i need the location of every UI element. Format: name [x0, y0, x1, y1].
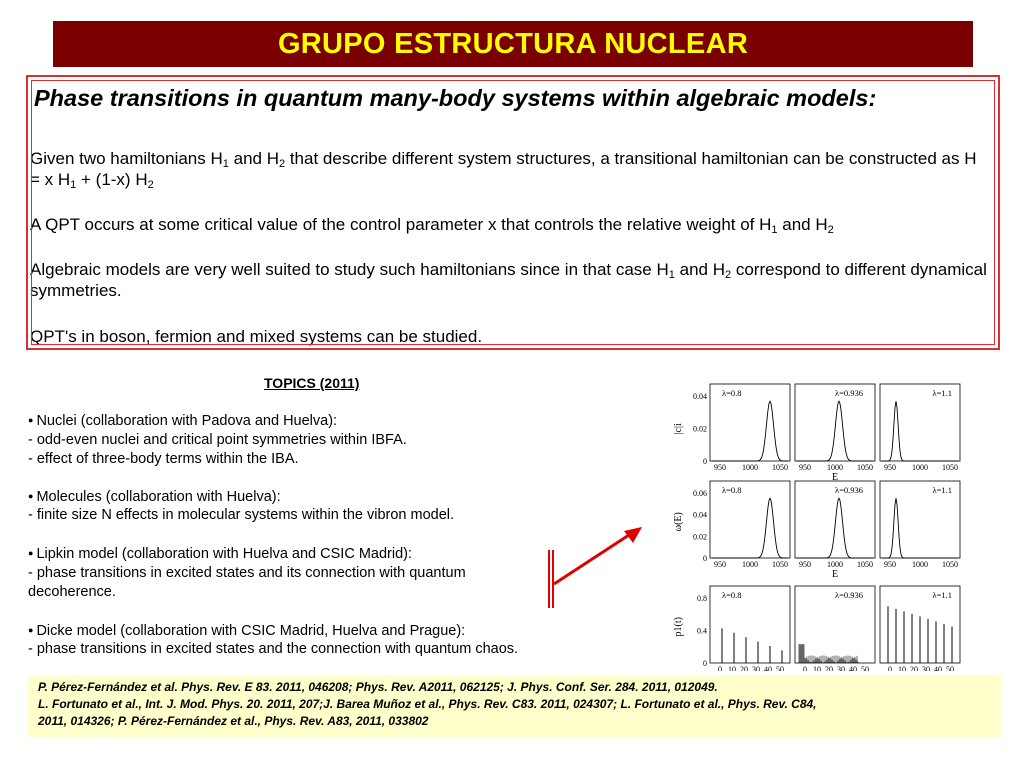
p1-text-a: Given two hamiltonians H: [30, 149, 223, 168]
y-axis-label: p1(t): [673, 617, 684, 637]
panel-label: λ=0.8: [722, 388, 742, 398]
x-tick-label: 10: [898, 665, 906, 671]
y-axis-label: |c|i: [673, 423, 684, 435]
intro-paragraph-3: [30, 259, 990, 301]
p1-sub-3: 1: [70, 179, 77, 191]
data-curve: [712, 401, 788, 461]
x-tick-label: 950: [799, 463, 811, 472]
p1-sub-4: 2: [147, 179, 154, 191]
x-tick-label: 30: [752, 665, 760, 671]
x-tick-label: 1050: [772, 463, 788, 472]
x-tick-label: 10: [728, 665, 736, 671]
x-tick-label: 0: [803, 665, 807, 671]
y-tick-label: 0.06: [693, 489, 707, 498]
y-tick-label: 0.8: [697, 594, 707, 603]
x-tick-label: 0: [718, 665, 722, 671]
intro-paragraph-1: [30, 148, 990, 190]
panel-label: λ=1.1: [932, 590, 952, 600]
pointer-arrow: [540, 520, 650, 615]
y-tick-label: 0: [703, 457, 707, 466]
x-tick-label: 950: [714, 560, 726, 569]
p1-text-d: + (1-x) H: [76, 170, 148, 189]
p3-sub-2: 2: [724, 269, 732, 281]
y-tick-label: 0.04: [693, 392, 707, 401]
x-tick-label: 20: [910, 665, 918, 671]
p1-sub-2: 2: [278, 158, 286, 170]
topic-line: Lipkin model (collaboration with Huelva and CSIC Madrid):: [36, 546, 413, 562]
topic-line: - odd-even nuclei and critical point symmetries within IBFA.: [28, 432, 407, 448]
topic-line: decoherence.: [28, 584, 116, 600]
p2-sub-1: 1: [771, 224, 778, 236]
x-tick-label: 1050: [772, 560, 788, 569]
x-tick-label: 30: [922, 665, 930, 671]
p2-sub-2: 2: [827, 224, 834, 236]
data-curve: [712, 498, 788, 558]
reference-line: P. Pérez-Fernández et al. Phys. Rev. E 83. 2011, 046208; Phys. Rev. A2011, 062125; J. Phys. Conf. Ser. 284. 2011, 012049.: [38, 680, 718, 694]
x-tick-label: 30: [837, 665, 845, 671]
bullet-icon: ●: [28, 625, 34, 635]
panel-label: λ=1.1: [932, 485, 952, 495]
p3-sub-1: 1: [668, 269, 675, 281]
topic-item-molecules: [28, 488, 281, 506]
y-tick-label: 0.02: [693, 424, 707, 434]
x-tick-label: 950: [884, 463, 896, 472]
p1-text-b: and H: [228, 149, 279, 168]
x-tick-label: 10: [813, 665, 821, 671]
p3-text-a: Algebraic models are very well suited to study such hamiltonians since in that case H: [30, 260, 669, 279]
x-axis-label: E: [831, 569, 839, 580]
y-tick-label: 0.4: [697, 626, 707, 636]
x-tick-label: 950: [714, 463, 726, 472]
x-tick-label: 40: [849, 665, 857, 671]
x-tick-label: 50: [776, 665, 784, 671]
intro-paragraph-4: QPT's in boson, fermion and mixed systems can be studied.: [30, 327, 483, 346]
y-axis-label: ω(E): [673, 512, 684, 532]
x-tick-label: 0: [888, 665, 892, 671]
topics-title: TOPICS (2011): [264, 375, 360, 391]
x-tick-label: 1050: [857, 463, 873, 472]
p1-text-c: that describe different system structures, a transitional hamiltonian can be constructed as H = x H: [30, 149, 977, 189]
data-curve: [797, 498, 873, 558]
topic-item-nuclei: [28, 412, 337, 430]
page-title: GRUPO ESTRUCTURA NUCLEAR: [277, 27, 749, 60]
topic-line: Dicke model (collaboration with CSIC Madrid, Huelva and Prague):: [36, 623, 466, 639]
x-tick-label: 40: [934, 665, 942, 671]
x-tick-label: 20: [825, 665, 833, 671]
panel-label: λ=0.936: [834, 485, 863, 495]
data-curve: [882, 498, 958, 558]
x-tick-label: 20: [740, 665, 748, 671]
x-tick-label: 1050: [942, 560, 958, 569]
p3-text-c: correspond to different dynamical symmetries.: [30, 260, 987, 300]
panel-label: λ=0.8: [722, 590, 742, 600]
topic-line: Molecules (collaboration with Huelva):: [36, 489, 281, 505]
x-tick-label: 1000: [827, 560, 843, 569]
topic-line: - finite size N effects in molecular systems within the vibron model.: [28, 507, 455, 523]
y-tick-label: 0.04: [693, 510, 707, 520]
qpt-figure: [665, 376, 975, 671]
bullet-icon: ●: [28, 415, 34, 425]
panel-label: λ=0.8: [722, 485, 742, 495]
p3-text-b: and H: [674, 260, 725, 279]
topic-line: Nuclei (collaboration with Padova and Huelva):: [36, 413, 338, 429]
x-tick-label: 1000: [912, 463, 928, 472]
panel-label: λ=0.936: [834, 590, 863, 600]
reference-line: 2011, 014326; P. Pérez-Fernández et al., Phys. Rev. A83, 2011, 033802: [38, 714, 429, 728]
x-tick-label: 1000: [912, 560, 928, 569]
x-tick-label: 50: [861, 665, 869, 671]
p1-sub-1: 1: [222, 158, 229, 170]
x-tick-label: 40: [764, 665, 772, 671]
x-tick-label: 1000: [742, 463, 758, 472]
reference-line: L. Fortunato et al., Int. J. Mod. Phys. 20. 2011, 207;J. Barea Muñoz et al., Phys. Rev. C83. 2011, 024307; L. Fortunato et al., Phys. Rev. C84,: [38, 697, 817, 711]
references-box: [28, 675, 1002, 737]
x-tick-label: 950: [799, 560, 811, 569]
topic-line: - effect of three-body terms within the IBA.: [28, 451, 299, 467]
topic-item-lipkin: [28, 545, 412, 563]
y-tick-label: 0: [703, 554, 707, 563]
panel-label: λ=1.1: [932, 388, 952, 398]
x-tick-label: 950: [884, 560, 896, 569]
topic-line: - phase transitions in excited states and its connection with quantum: [28, 565, 466, 581]
p2-text-a: A QPT occurs at some critical value of the control parameter x that controls the relative weight of H: [30, 215, 772, 234]
data-curve: [882, 401, 958, 461]
x-tick-label: 50: [946, 665, 954, 671]
x-axis-label: E: [831, 472, 839, 483]
topic-item-dicke: [28, 622, 465, 640]
x-tick-label: 1000: [827, 463, 843, 472]
header-banner: [53, 21, 973, 67]
x-tick-label: 1000: [742, 560, 758, 569]
y-tick-label: 0.02: [693, 532, 707, 542]
y-tick-label: 0: [703, 659, 707, 668]
p2-text-b: and H: [777, 215, 828, 234]
intro-paragraph-2: [30, 214, 990, 235]
panel-label: λ=0.936: [834, 388, 863, 398]
intro-box: [26, 75, 1000, 350]
x-tick-label: 1050: [942, 463, 958, 472]
x-tick-label: 1050: [857, 560, 873, 569]
bullet-icon: ●: [28, 491, 34, 501]
intro-subtitle: Phase transitions in quantum many-body systems within algebraic models:: [34, 85, 877, 111]
bullet-icon: ●: [28, 548, 34, 558]
topic-line: - phase transitions in excited states and the connection with quantum chaos.: [28, 641, 519, 657]
data-curve: [797, 401, 873, 461]
